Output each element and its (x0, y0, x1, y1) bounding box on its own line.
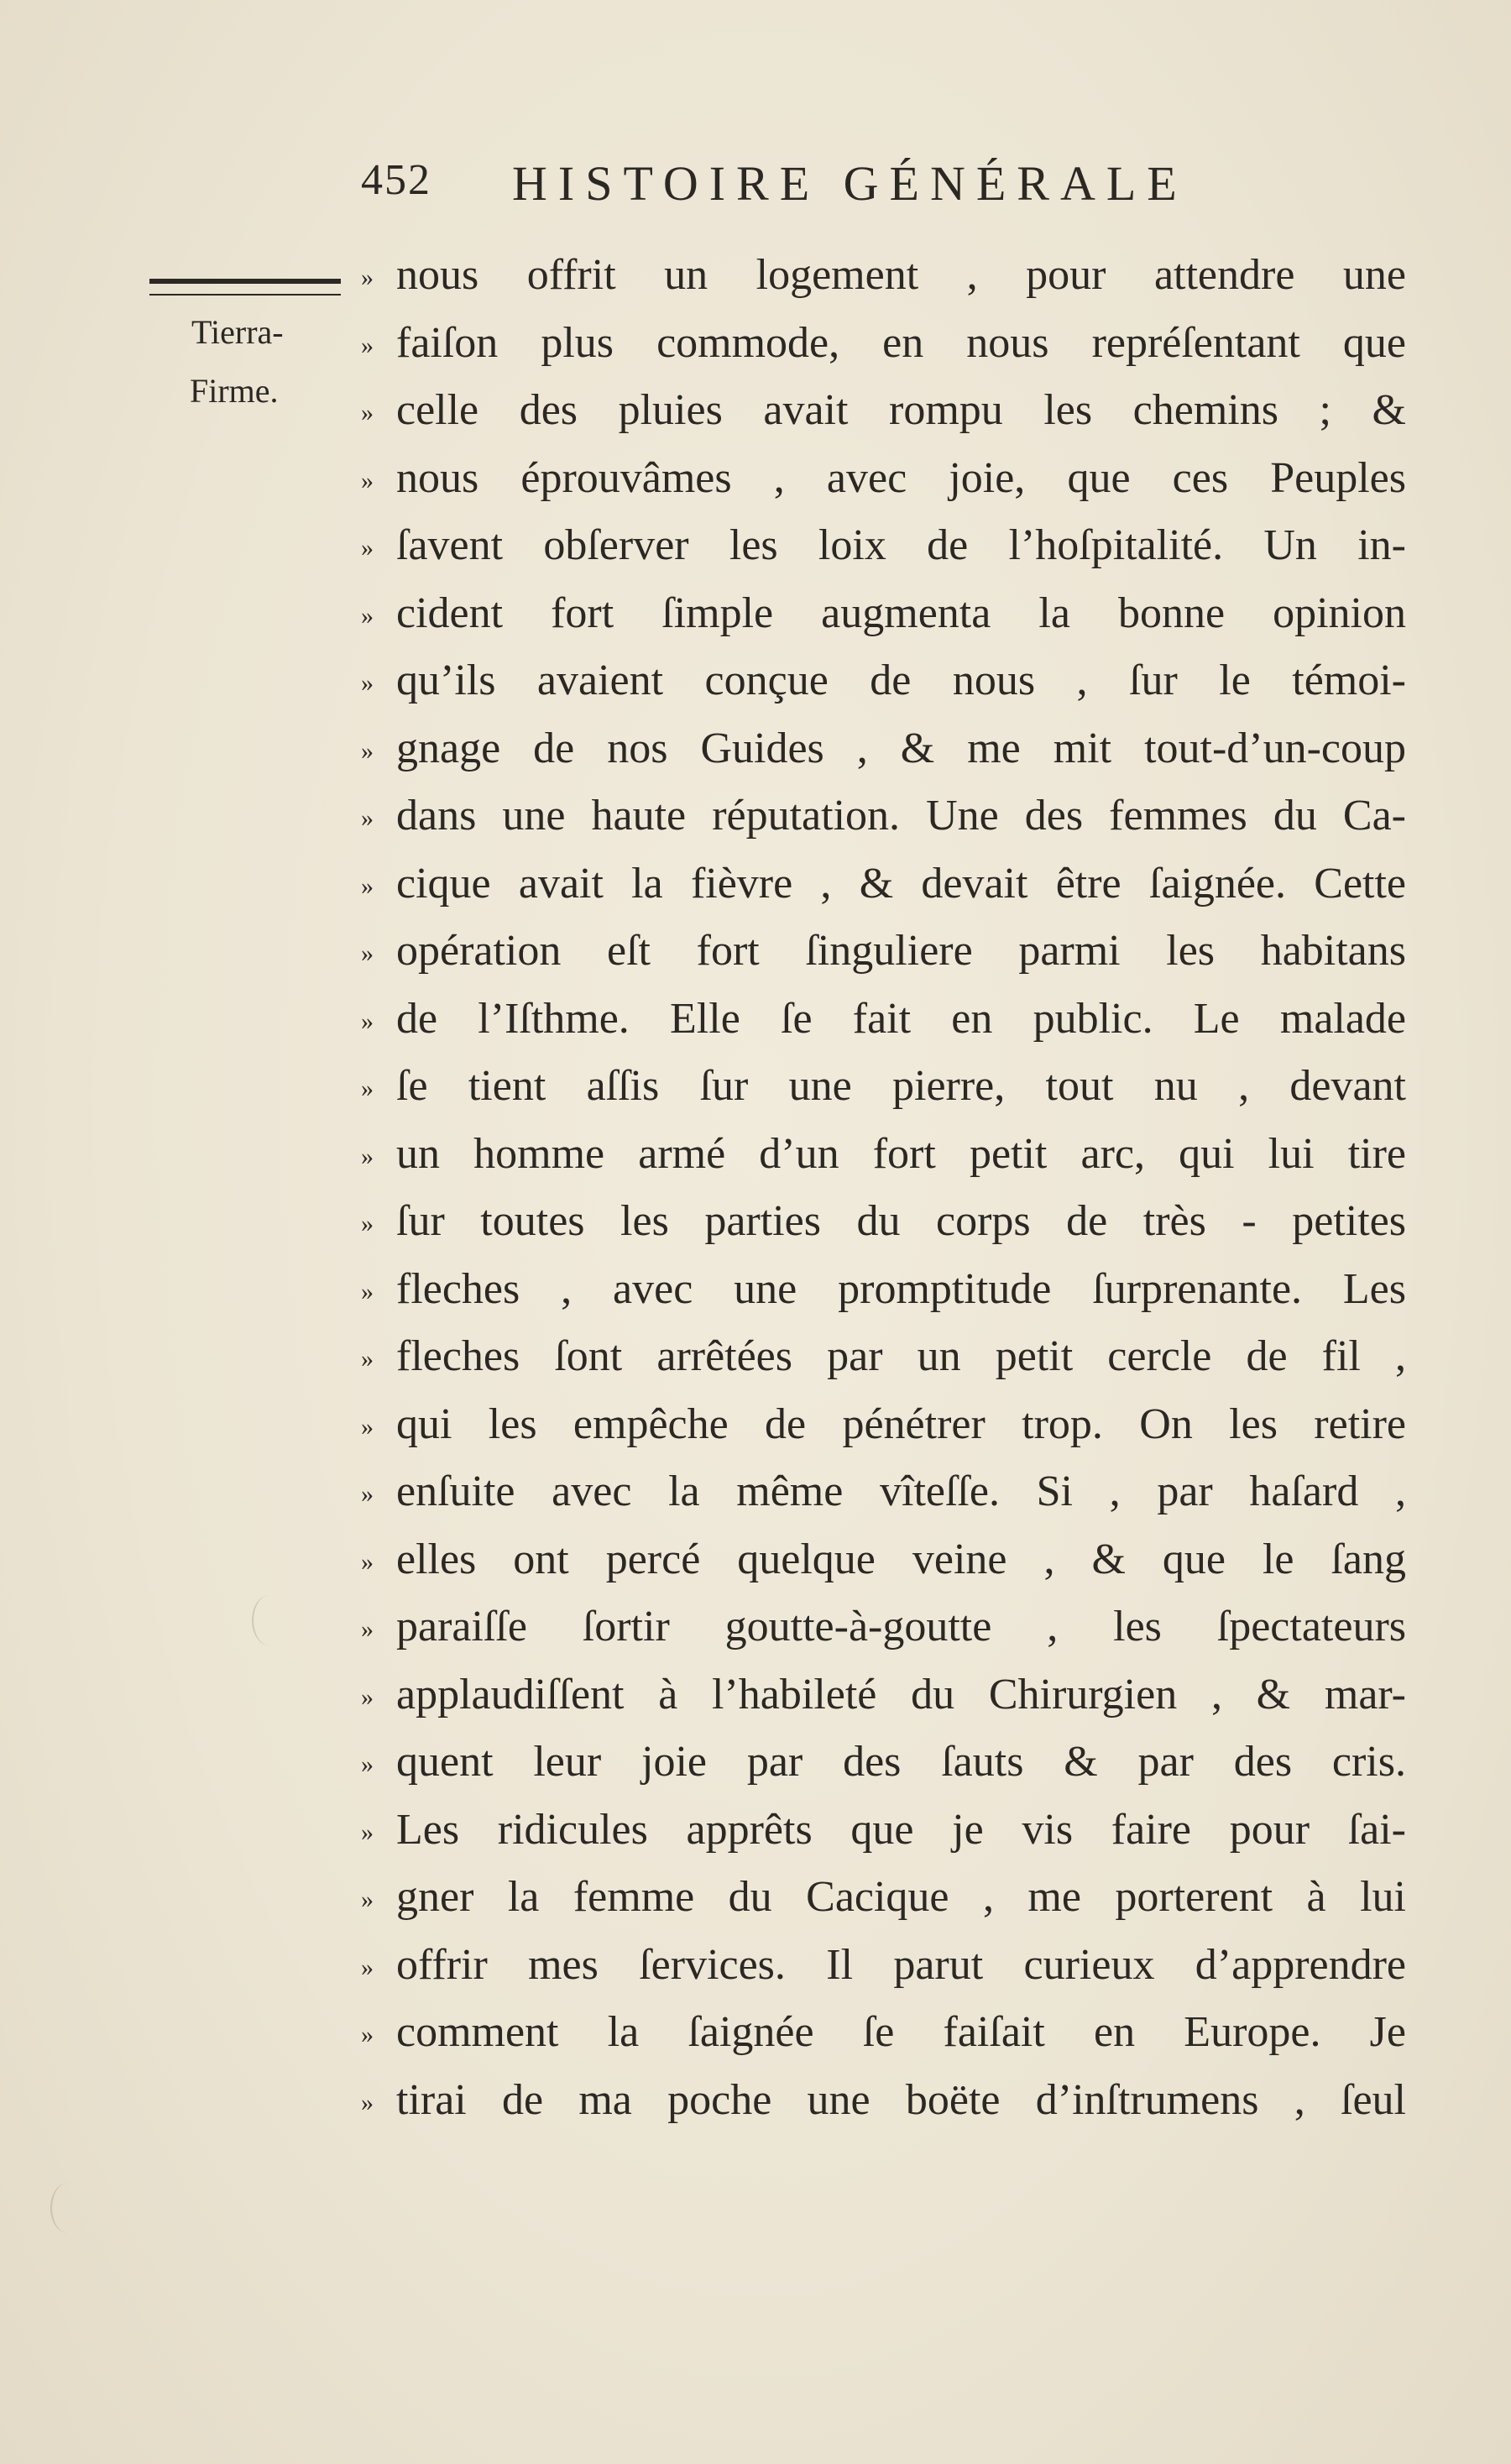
quote-mark: » (361, 1345, 374, 1373)
text-line (361, 1797, 1406, 1865)
line-text: applaudiſſent à l’habileté du Chirurgien , & mar- (396, 1670, 1406, 1719)
quote-mark: » (361, 1682, 374, 1711)
text-line (361, 1458, 1406, 1526)
quote-mark: » (361, 264, 374, 291)
quote-mark: » (361, 1075, 374, 1102)
quote-mark: » (361, 871, 374, 900)
text-line (361, 1256, 1406, 1324)
quote-mark: » (361, 2021, 374, 2048)
line-text: nous offrit un logement , pour attendre une (396, 251, 1406, 299)
quote-mark: » (361, 1210, 374, 1237)
text-line (361, 377, 1406, 445)
text-line (361, 1121, 1406, 1189)
text-line (361, 2067, 1406, 2135)
quote-mark: » (361, 534, 374, 562)
quote-mark: » (361, 601, 374, 630)
line-text: gnage de nos Guides , & me mit tout-d’un-coup (396, 724, 1406, 772)
text-line (361, 1864, 1406, 1932)
text-line (361, 782, 1406, 850)
text-line (361, 1729, 1406, 1797)
line-text: de l’Iſthme. Elle ſe fait en public. Le malade (396, 994, 1406, 1043)
line-text: fleches , avec une promptitude ſurprenante. Les (396, 1264, 1406, 1313)
text-line (361, 242, 1406, 310)
line-text: offrir mes ſervices. Il parut curieux d’apprendre (396, 1940, 1406, 1989)
text-line (361, 1661, 1406, 1729)
text-line (361, 647, 1406, 715)
text-line (361, 715, 1406, 783)
line-text: cique avait la fièvre , & devait être ſaignée. Cette (396, 859, 1406, 908)
quote-mark: » (361, 466, 374, 494)
quote-mark: » (361, 1750, 374, 1778)
line-text: enſuite avec la même vîteſſe. Si , par haſard , (396, 1467, 1406, 1515)
text-line (361, 1188, 1406, 1256)
text-line (361, 1323, 1406, 1391)
line-text: nous éprouvâmes , avec joie, que ces Peuples (396, 453, 1406, 502)
line-text: un homme armé d’un fort petit arc, qui lui tire (396, 1129, 1406, 1178)
text-line (361, 580, 1406, 648)
quote-mark: » (361, 1007, 374, 1035)
running-title: HISTOIRE GÉNÉRALE (512, 156, 1188, 211)
paper-mark (252, 1595, 287, 1645)
quote-mark: » (361, 331, 374, 359)
line-text: comment la ſaignée ſe faiſait en Europe. Je (396, 2008, 1406, 2056)
line-text: qu’ils avaient conçue de nous , ſur le témoi- (396, 657, 1406, 704)
text-line (361, 1932, 1406, 2000)
quote-mark: » (361, 2088, 374, 2116)
line-text: cident fort ſimple augmenta la bonne opinion (396, 589, 1406, 637)
line-text: fleches ſont arrêtées par un petit cercle de fil , (396, 1332, 1406, 1380)
line-text: dans une haute réputation. Une des femmes du Ca- (396, 792, 1406, 840)
quote-mark: » (361, 1953, 374, 1981)
quote-mark: » (361, 1277, 374, 1305)
line-text: ſe tient aſſis ſur une pierre, tout nu , devant (396, 1062, 1406, 1110)
quote-mark: » (361, 1886, 374, 1913)
text-line (361, 1053, 1406, 1121)
line-text: ſavent obſerver les loix de l’hoſpitalité. Un in- (396, 521, 1406, 569)
line-text: faiſon plus commode, en nous repréſentant que (396, 318, 1406, 367)
text-line (361, 1391, 1406, 1459)
quote-mark: » (361, 804, 374, 832)
text-line (361, 512, 1406, 580)
line-text: gner la femme du Cacique , me porterent à lui (396, 1873, 1406, 1921)
line-text: tirai de ma poche une boëte d’inſtrumens , ſeul (396, 2075, 1406, 2124)
text-line (361, 445, 1406, 513)
line-text: celle des pluies avait rompu les chemins ; & (396, 386, 1406, 434)
line-text: ſur toutes les parties du corps de très - petites (396, 1197, 1406, 1245)
margin-note-line1: Tierra- (191, 313, 284, 351)
quote-mark: » (361, 939, 374, 967)
quote-mark: » (361, 1547, 374, 1576)
margin-note-line2: Firme. (190, 372, 279, 410)
quote-mark: » (361, 1615, 374, 1643)
quote-mark: » (361, 669, 374, 697)
line-text: Les ridicules apprêts que je vis faire pour ſai- (396, 1805, 1406, 1854)
line-text: quent leur joie par des ſauts & par des cris. (396, 1738, 1406, 1786)
text-line (361, 986, 1406, 1054)
text-line (361, 918, 1406, 986)
margin-rule (149, 279, 341, 296)
quote-mark: » (361, 399, 374, 426)
text-line (361, 1999, 1406, 2067)
quote-mark: » (361, 1142, 374, 1170)
text-line (361, 850, 1406, 918)
text-line (361, 310, 1406, 378)
line-text: opération eſt fort ſinguliere parmi les habitans (396, 927, 1406, 975)
line-text: qui les empêche de pénétrer trop. On les retire (396, 1399, 1406, 1448)
body-text (361, 242, 1406, 2134)
quote-mark: » (361, 1818, 374, 1846)
quote-mark: » (361, 736, 374, 765)
line-text: paraiſſe ſortir goutte-à-goutte , les ſpectateurs (396, 1603, 1406, 1651)
text-line (361, 1526, 1406, 1594)
text-line (361, 1593, 1406, 1661)
line-text: elles ont percé quelque veine , & que le ſang (396, 1535, 1406, 1583)
page-number: 452 (361, 156, 431, 204)
quote-mark: » (361, 1412, 374, 1441)
quote-mark: » (361, 1480, 374, 1508)
page-header (361, 155, 1419, 222)
paper-mark (50, 2183, 86, 2233)
